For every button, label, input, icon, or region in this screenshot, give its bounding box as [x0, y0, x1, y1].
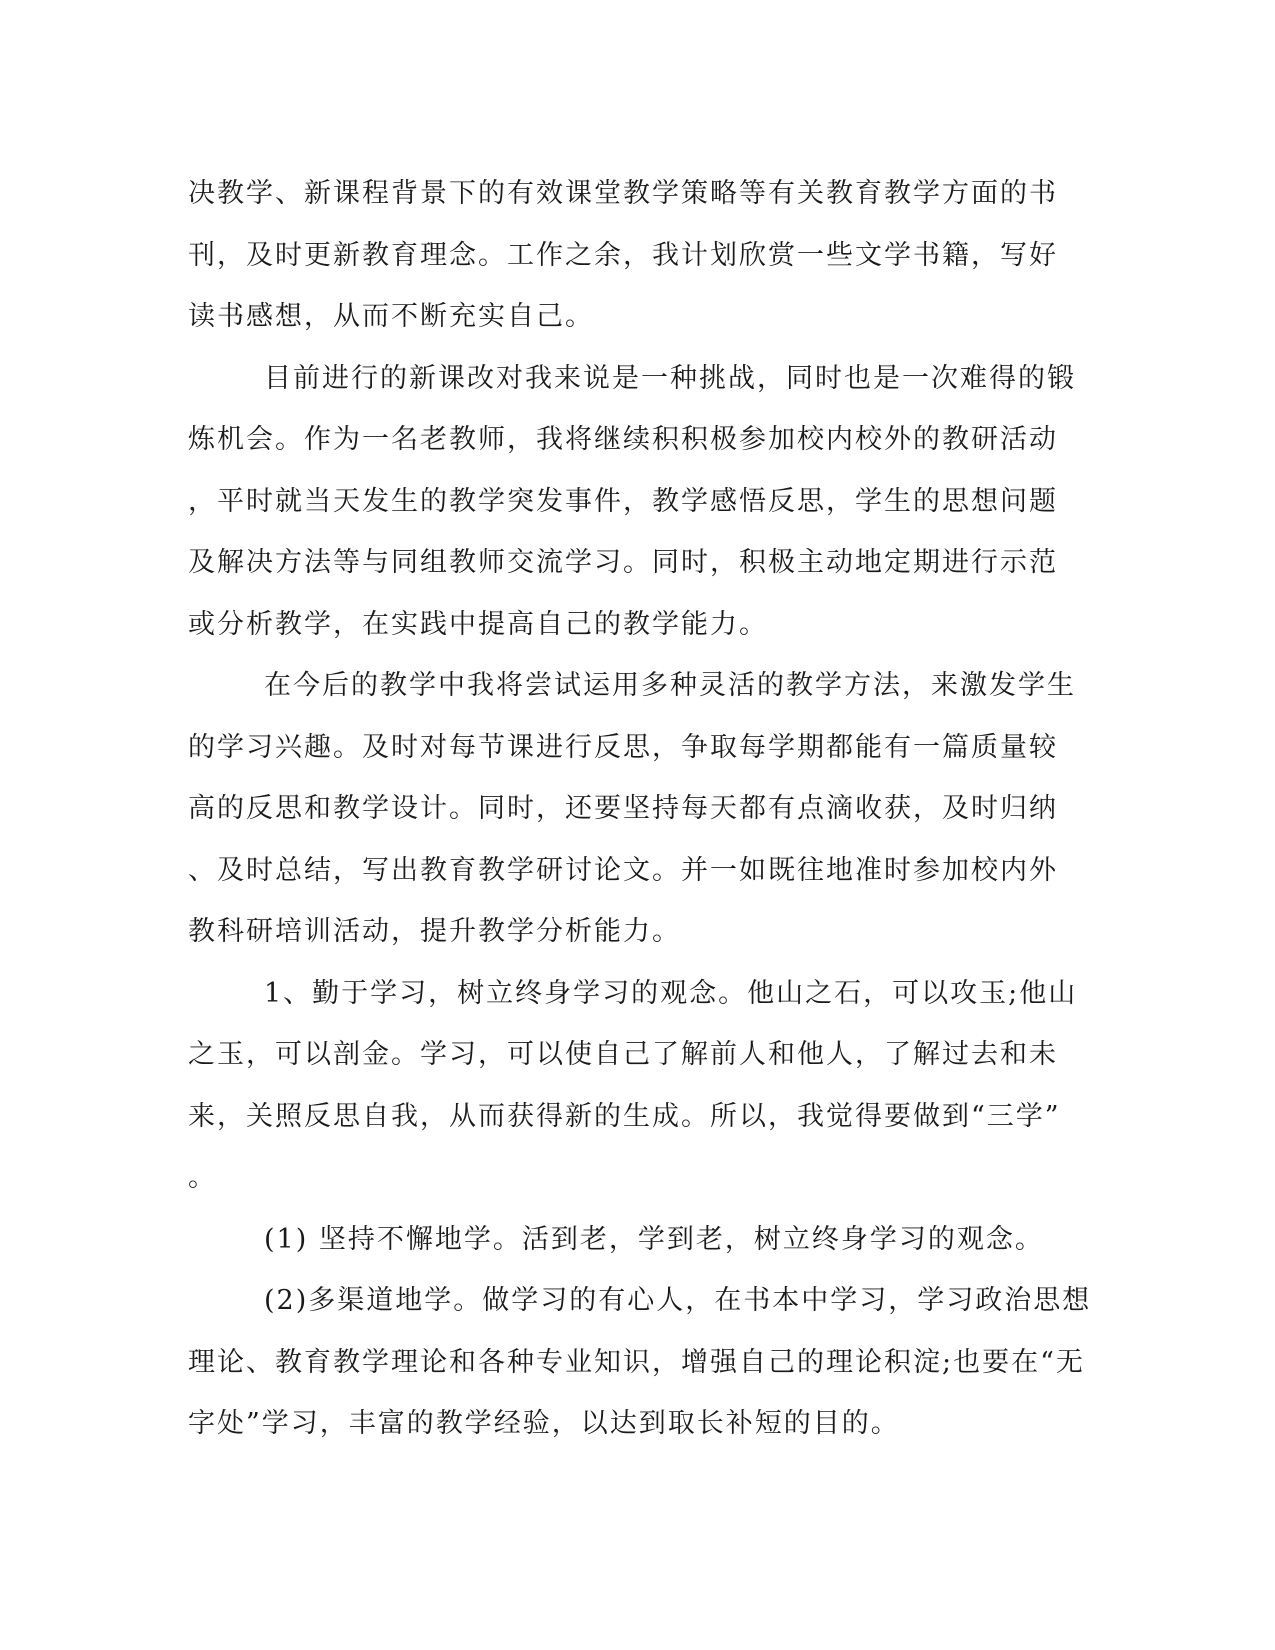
- text-line: 高的反思和教学设计。同时，还要坚持每天都有点滴收获，及时归纳: [188, 793, 1058, 824]
- body-text: [188, 163, 1092, 1455]
- text-line: 之玉，可以剖金。学习，可以使自己了解前人和他人，了解过去和未: [188, 1039, 1058, 1070]
- text-line: 的学习兴趣。及时对每节课进行反思，争取每学期都能有一篇质量较: [188, 731, 1058, 763]
- paragraph-first-line: 在今后的教学中我将尝试运用多种灵活的教学方法，来激发学生: [264, 670, 1076, 701]
- paragraph-first-line: (1) 坚持不懈地学。活到老，学到老，树立终身学习的观念。: [264, 1223, 1044, 1255]
- text-line: 理论、教育教学理论和各种专业知识，增强自己的理论积淀;也要在“无: [188, 1346, 1085, 1378]
- text-line: 字处”学习，丰富的教学经验，以达到取长补短的目的。: [188, 1408, 900, 1439]
- text-line: 读书感想，从而不断充实自己。: [188, 301, 594, 332]
- text-line: 刊，及时更新教育理念。工作之余，我计划欣赏一些文学书籍，写好: [188, 239, 1058, 271]
- text-line: ，平时就当天发生的教学突发事件，教学感悟反思，学生的思想问题: [188, 485, 1058, 517]
- text-line: 、及时总结，写出教育教学研讨论文。并一如既往地准时参加校内外: [188, 854, 1058, 886]
- paragraph-first-line: 1、勤于学习，树立终身学习的观念。他山之石，可以攻玉;他山: [264, 977, 1078, 1009]
- text-line: 。: [188, 1162, 217, 1193]
- text-line: 及解决方法等与同组教师交流学习。同时，积极主动地定期进行示范: [188, 547, 1058, 578]
- text-line: 炼机会。作为一名老教师，我将继续积积极参加校内校外的教研活动: [188, 424, 1058, 455]
- paragraph-first-line: 目前进行的新课改对我来说是一种挑战，同时也是一次难得的锻: [264, 362, 1076, 394]
- text-line: 或分析教学，在实践中提高自己的教学能力。: [188, 608, 768, 640]
- text-line: 来，关照反思自我，从而获得新的生成。所以，我觉得要做到“三学”: [188, 1100, 1061, 1132]
- text-line: 决教学、新课程背景下的有效课堂教学策略等有关教育教学方面的书: [188, 178, 1058, 209]
- text-line: 教科研培训活动，提升教学分析能力。: [188, 916, 681, 947]
- paragraph-first-line: (2)多渠道地学。做学习的有心人，在书本中学习，学习政治思想: [264, 1285, 1092, 1316]
